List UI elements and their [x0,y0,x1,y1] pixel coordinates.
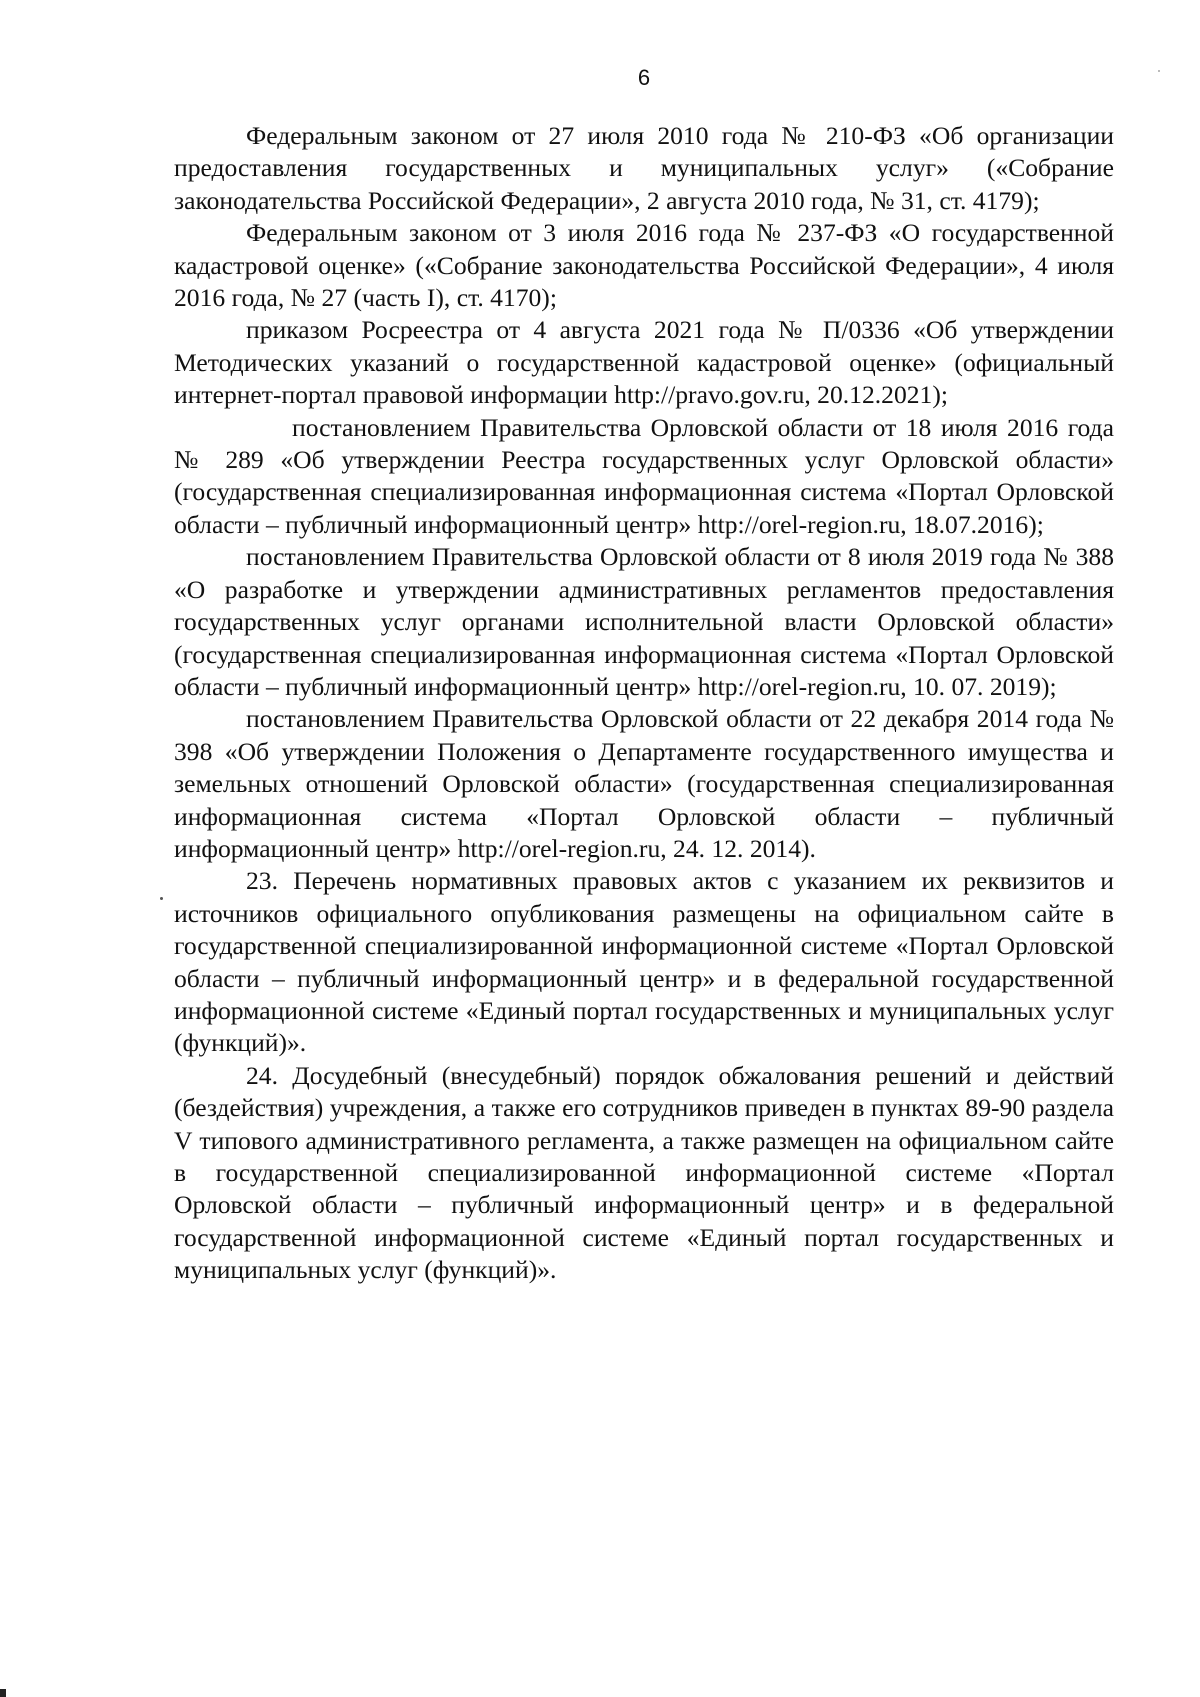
page-number: 6 [637,65,651,90]
paragraph-resolution-398: постановлением Правительства Орловской области от 22 декабря 2014 года № 398 «Об утверждении Положения о Департаменте государственного имущества и земельных отношений Орловской области» (государственная специализированная информационная система «Портал Орловской области – публичный информационный центр» http://orel-region.ru, 24. 12. 2014). [174,704,1114,863]
document-body [174,120,1114,1287]
paragraph-federal-law-210: Федеральным законом от 27 июля 2010 года № 210-ФЗ «Об организации предоставления государственных и муниципальных услуг» («Собрание законодательства Российской Федерации», 2 августа 2010 года, № 31, ст. 4179); [174,121,1114,215]
paragraph-resolution-388: постановлением Правительства Орловской области от 8 июля 2019 года № 388 «О разработке и утверждении административных регламентов предоставления государственных услуг органами исполнительной власти Орловской области» (государственная специализированная информационная система «Портал Орловской области – публичный информационный центр» http://orel-region.ru, 10. 07. 2019); [174,542,1114,701]
scan-artifact [160,897,163,900]
paragraph-item-23: 23. Перечень нормативных правовых актов с указанием их реквизитов и источников официального опубликования размещены на официальном сайте в государственной специализированной информационной системе «Портал Орловской области – публичный информационный центр» и в федеральной государственной информационной системе «Единый портал государственных и муниципальных услуг (функций)». [174,866,1114,1058]
scan-artifact [1158,70,1160,72]
paragraph-item-24: 24. Досудебный (внесудебный) порядок обжалования решений и действий (бездействия) учреждения, а также его сотрудников приведен в пунктах 89-90 раздела V типового административного регламента, а также размещен на официальном сайте в государственной специализированной информационной системе «Портал Орловской области – публичный информационный центр» и в федеральной государственной информационной системе «Единый портал государственных и муниципальных услуг (функций)». [174,1060,1114,1285]
paragraph-federal-law-237: Федеральным законом от 3 июля 2016 года № 237-ФЗ «О государственной кадастровой оценке» («Собрание законодательства Российской Федерации», 4 июля 2016 года, № 27 (часть I), ст. 4170); [174,218,1114,313]
scan-artifact [0,1689,6,1697]
paragraph-resolution-289: постановлением Правительства Орловской области от 18 июля 2016 года № 289 «Об утверждении Реестра государственных услуг Орловской области» (государственная специализированная информационная система «Портал Орловской области – публичный информационный центр» http://orel-region.ru, 18.07.2016); [174,412,1114,539]
paragraph-rosreestr-order: приказом Росреестра от 4 августа 2021 года № П/0336 «Об утверждении Методических указаний о государственной кадастровой оценке» (официальный интернет-портал правовой информации http://pravo.gov.ru, 20.12.2021); [174,315,1114,410]
